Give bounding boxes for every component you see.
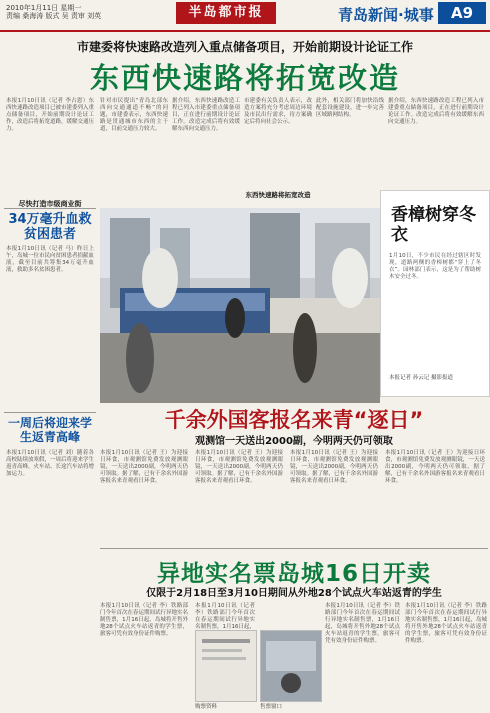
story2-column-3 (290, 450, 378, 545)
divider-left-1 (4, 208, 96, 209)
story2-body-4: 本报1月10日讯（记者 王）为迎接日环食，市观测馆免费发放观测眼镜，一天送出2000副，今明两天仍可领取。据了解，已有千余名外国游客报名来青观看日环食。 (385, 450, 485, 484)
story1-headline: 东西快速路将拓宽改造 (89, 61, 400, 95)
street-scene-image (100, 208, 380, 403)
story2-column-4 (385, 450, 485, 545)
date-line (6, 4, 156, 20)
caption-2: 售票窗口 (260, 704, 283, 710)
right-feature-text: 1月10日，不少市民在经过辖区时发现，道路两侧的香樟树都“穿上了冬衣”。园林部门表示，这是为了帮助树木安全过冬。 (389, 253, 481, 280)
right-feature-body (389, 253, 481, 363)
story1-body-5: 据介绍，东西快速路改造工程已列入市建委重点储备项目，正在进行前期设计论证工作。改造完成后将有效缓解东西向交通压力。 (388, 98, 484, 125)
story3-headline: 异地实名票岛城16日开卖 (156, 561, 431, 587)
story2-subhead: 观测馆一天送出2000副，今明两天仍可领取 (195, 436, 393, 447)
story3-subhead: 仅限于2月18日至3月10日期间从外地28个试点火车站返青的学生 (146, 588, 442, 599)
story2-body-2: 本报1月10日讯（记者 王）为迎接日环食，市观测馆免费发放观测眼镜，一天送出2000副，今明两天仍可领取。据了解，已有千余名外国游客报名来青观看日环食。 (195, 450, 284, 484)
story1-body-4: 此外，相关部门将加快沿线配套设施建设，进一步完善区域路网结构。 (316, 98, 384, 118)
story3-column-3 (325, 603, 400, 707)
section-title: 青岛新闻·城事 (338, 6, 434, 24)
story1-body-3: 市建委有关负责人表示，改造方案将充分考虑周边环境及市民出行需求，待方案确定后将向社会公示。 (244, 98, 312, 125)
story3-left-body (6, 450, 94, 705)
page-number: A9 (438, 2, 486, 24)
story2-left-text: 本报1月10日讯（记者 马）昨日上午，岛城一位市民向贫困患者捐献血液，截至目前共筹集34万毫升血液，救助多名贫困患者。 (6, 246, 95, 273)
story3-left-title: 一周后将迎来学生返青高峰 (7, 416, 92, 444)
story1-kicker: 市建委将快速路改造列入重点储备项目，开始前期设计论证工作 (76, 40, 413, 54)
story1-body-1: 针对市民提出“青岛北部东西向交通通道不畅”的问题，市建委表示，东西快速路是贯通城市东西的主干道，目前交通压力较大。 (100, 98, 168, 132)
story1-subhead-left: 尽快打造市级商业街 (18, 200, 82, 208)
story1-lead-column (6, 98, 94, 198)
divider-bottom (100, 548, 488, 549)
story3-body-4: 本报1月10日讯（记者 李）铁路部门今年首次在春运期间试行异地实名制售票，1月16日起，岛城将开售外地28个试点火车站返青的学生票，旅客可凭有效身份证件购票。 (405, 603, 487, 644)
story3-body-1: 本报1月10日讯（记者 李）铁路部门今年首次在春运期间试行异地实名制售票，1月16日起，岛城将开售外地28个试点火车站返青的学生票，旅客可凭有效身份证件购票。 (100, 603, 189, 637)
story1-body-2: 据介绍，东西快速路改造工程已列入市建委重点储备项目，正在进行前期设计论证工作。改造完成后将有效缓解东西向交通压力。 (172, 98, 240, 132)
ticket-doc-thumbnail (195, 630, 257, 702)
masthead (0, 0, 490, 32)
story3-column-1 (100, 603, 188, 707)
story1-lead-text: 本报1月10日讯（记者 李占恩）东西快速路改造项目已被市建委列入重点储备项目，开始前期设计论证工作，改造后将拓宽道路，缓解交通压力。 (6, 98, 95, 132)
story1-column-5 (388, 98, 484, 186)
story2-left-body (6, 246, 94, 386)
ticket-window-thumbnail (260, 630, 322, 702)
story2-left-title: 34万毫升血救贫困患者 (8, 212, 92, 242)
story2-column-2 (195, 450, 283, 545)
street-trees-photo (100, 208, 380, 403)
editors-text: 责编 桑海涛 版式 吴 责审 刘英 (6, 12, 102, 20)
story1-column-1 (100, 98, 168, 206)
story1-subhead-right: 东西快速路将拓宽改造 (245, 191, 311, 199)
ticket-window-image (261, 631, 321, 701)
story3-column-2 (195, 603, 255, 629)
story3-column-4 (405, 603, 487, 707)
story1-column-2 (172, 98, 240, 206)
story3-body-2: 本报1月10日讯（记者 李）铁路部门今年首次在春运期间试行异地实名制售票，1月16日起， (195, 603, 255, 630)
right-feature-box (380, 190, 490, 397)
story2-column-1 (100, 450, 188, 545)
story2-body-3: 本报1月10日讯（记者 王）为迎接日环食，市观测馆免费发放观测眼镜，一天送出2000副，今明两天仍可领取。据了解，已有千余名外国游客报名来青观看日环食。 (290, 450, 379, 484)
story3-left-text: 本报1月10日讯（记者 刘）随着各高校陆续放寒假，一周后将迎来学生返青高峰，火车站、长途汽车站将增加运力。 (6, 450, 95, 477)
story1-column-3 (244, 98, 312, 188)
right-feature-title: 香樟树穿冬衣 (391, 205, 476, 245)
caption-1: 购票资料 (195, 704, 218, 710)
story1-column-4 (316, 98, 384, 188)
newspaper-logo: 半岛都市报 (176, 2, 276, 24)
ticket-doc-image (196, 631, 256, 701)
right-feature-credit: 本报记者 孙云记 摄影报道 (389, 375, 453, 381)
story2-headline: 千余外国客报名来青“逐日” (164, 408, 424, 432)
story3-body-3: 本报1月10日讯（记者 李）铁路部门今年首次在春运期间试行异地实名制售票，1月16日起，岛城将开售外地28个试点火车站返青的学生票，旅客可凭有效身份证件购票。 (325, 603, 400, 644)
date-text: 2010年1月11日 星期一 (6, 4, 82, 12)
divider-left-2 (4, 412, 96, 413)
story2-body-1: 本报1月10日讯（记者 王）为迎接日环食，市观测馆免费发放观测眼镜，一天送出2000副，今明两天仍可领取。据了解，已有千余名外国游客报名来青观看日环食。 (100, 450, 189, 484)
